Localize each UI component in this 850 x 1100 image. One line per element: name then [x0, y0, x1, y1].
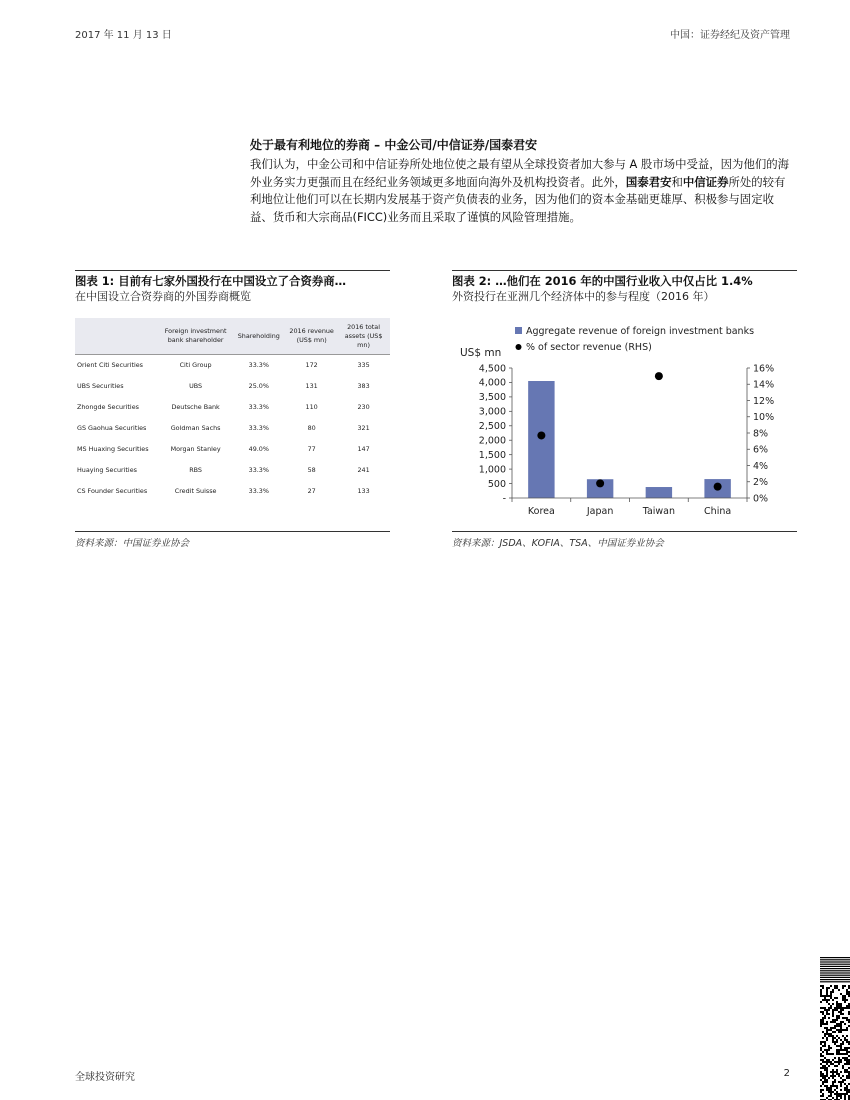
table-cell: 321 — [357, 424, 370, 433]
table-cell: 147 — [357, 445, 370, 453]
dot-series — [537, 372, 721, 491]
table-cell: GS Gaohua Securities — [77, 424, 147, 433]
y-tick-label: 2,500 — [478, 421, 506, 433]
figure1-subtitle: 在中国设立合资券商的外国券商概览 — [75, 290, 251, 303]
qr-code-icon — [820, 957, 850, 1100]
table-cell: 335 — [337, 355, 390, 376]
y2-tick-label: 8% — [753, 428, 769, 440]
y-tick-label: 1,500 — [478, 449, 506, 461]
table-cell: 33.3% — [248, 465, 269, 474]
section-body — [250, 156, 795, 226]
bar-taiwan — [646, 487, 672, 498]
x-tick-label: Japan — [586, 506, 614, 517]
figure1-table-container — [75, 318, 390, 501]
table-cell: 110 — [305, 403, 318, 412]
table-cell: 172 — [286, 355, 337, 376]
table-cell: 383 — [357, 382, 370, 391]
figure2-bottom-rule — [452, 531, 797, 532]
table-cell: 25.0% — [248, 382, 269, 391]
y-tick-label: 500 — [487, 478, 506, 490]
y2-tick-label: 12% — [753, 395, 775, 407]
figure2-subtitle: 外资投行在亚洲几个经济体中的参与程度（2016 年） — [452, 290, 715, 303]
figure1-source: 资料来源：中国证券业协会 — [75, 538, 190, 549]
chart-legend — [515, 326, 754, 353]
table-cell: 77 — [307, 445, 316, 453]
section-bold-guotai: 国泰君安 — [625, 174, 672, 189]
section-title: 处于最有利地位的券商 – 中金公司/中信证券/国泰君安 — [250, 138, 538, 152]
bar-series — [528, 381, 731, 498]
table-cell: 33.3% — [248, 486, 269, 495]
table-cell: 131 — [305, 382, 318, 391]
y-axis-label: US$ mn — [460, 347, 502, 359]
legend-dot-label: % of sector revenue (RHS) — [526, 342, 652, 353]
figure2-source: 资料来源：JSDA、KOFIA、TSA、中国证券业协会 — [452, 538, 664, 549]
x-axis — [512, 498, 747, 517]
table-header-cell: 2016 total assets (US$ mn) — [344, 322, 383, 349]
table-cell: Orient Citi Securities — [75, 355, 160, 376]
figure2-chart — [452, 318, 797, 523]
table-row — [75, 376, 390, 397]
table-header-cell: Shareholding — [237, 331, 280, 340]
table-cell: Morgan Stanley — [170, 445, 221, 453]
table-cell: MS Huaxing Securities — [77, 445, 149, 453]
table-cell: 33.3% — [248, 403, 269, 412]
table-cell: Credit Suisse — [174, 486, 217, 495]
figure2-top-rule — [452, 270, 797, 271]
y2-tick-label: 6% — [753, 444, 769, 456]
section-bold-citic: 中信证券 — [682, 174, 729, 189]
table-cell: 27 — [307, 486, 316, 495]
legend-bar-swatch — [515, 327, 522, 334]
table-header-cell: 2016 revenue (US$ mn) — [289, 327, 334, 344]
section-body-part-3: 所处的较有利地位让他们可以在长期内发展基于资产负债表的业务，因为他们的资本金基础更雄厚、积极参与固定收益、货币和大宗商品(FICC)业务而且采取了谨慎的风险管理措施。 — [250, 174, 786, 224]
page-number: 2 — [783, 1068, 790, 1079]
y-tick-label: 3,500 — [478, 392, 506, 404]
dot-japan — [596, 479, 604, 487]
y-tick-label: 4,500 — [478, 363, 506, 375]
table-row — [75, 480, 390, 501]
figure1-top-rule — [75, 270, 390, 271]
bar-korea — [528, 381, 554, 498]
y-tick-label: 1,000 — [478, 464, 506, 476]
dot-korea — [537, 431, 545, 439]
x-tick-label: Taiwan — [642, 506, 676, 517]
table-cell: Zhongde Securities — [77, 403, 139, 412]
table-cell: 58 — [307, 465, 316, 474]
section-block — [250, 137, 795, 226]
section-body-part-2: 和 — [671, 174, 683, 189]
figure2-title: 图表 2: …他们在 2016 年的中国行业收入中仅占比 1.4% — [452, 274, 753, 288]
table-row — [75, 355, 390, 376]
y2-tick-label: 0% — [753, 493, 769, 505]
header-date: 2017 年 11 月 13 日 — [75, 30, 172, 41]
table-cell: Deutsche Bank — [171, 403, 220, 412]
table-cell: Goldman Sachs — [170, 424, 221, 433]
dot-china — [714, 483, 722, 491]
x-tick-label: China — [704, 506, 732, 517]
y2-tick-label: 14% — [753, 379, 775, 391]
legend-dot-swatch — [516, 344, 522, 350]
table-cell: RBS — [189, 465, 202, 474]
legend-bar-label: Aggregate revenue of foreign investment banks — [526, 326, 755, 337]
table-header-cell: Foreign investment bank shareholder — [164, 327, 227, 344]
table-cell: 241 — [357, 465, 370, 474]
table-cell: Huaying Securities — [77, 465, 137, 474]
x-tick-label: Korea — [527, 506, 555, 517]
y2-tick-label: 2% — [753, 477, 769, 489]
table-cell: 133 — [357, 486, 370, 495]
table-row — [75, 459, 390, 480]
figure1-title: 图表 1: 目前有七家外国投行在中国设立了合资券商… — [75, 274, 347, 288]
dot-taiwan — [655, 372, 663, 380]
y2-tick-label: 16% — [753, 363, 775, 375]
table-row — [75, 439, 390, 460]
table-header-cell — [75, 318, 160, 355]
table-cell: Citi Group — [160, 355, 232, 376]
y-tick-label: 2,000 — [478, 435, 506, 447]
table-cell: 230 — [357, 403, 370, 412]
y2-tick-label: 4% — [753, 460, 769, 472]
table-cell: 33.3% — [231, 355, 286, 376]
table-cell: UBS Securities — [77, 382, 124, 391]
y-tick-label: - — [502, 493, 506, 505]
table-header-row — [75, 318, 390, 355]
table-cell: UBS — [189, 382, 203, 391]
footer-brand: 全球投资研究 — [75, 1072, 135, 1083]
table-cell: CS Founder Securities — [77, 486, 148, 495]
foreign-jv-table — [75, 318, 390, 501]
section-body-part-1: 我们认为，中金公司和中信证券所处地位使之最有望从全球投资者加大参与 A 股市场中受益，因为他们的海外业务实力更强而且在经纪业务领域更多地面向海外及机构投资者。此外， — [250, 157, 790, 189]
table-row — [75, 418, 390, 439]
figure1-bottom-rule — [75, 531, 390, 532]
y-tick-label: 4,000 — [478, 377, 506, 389]
y-tick-label: 3,000 — [478, 406, 506, 418]
y-axis — [479, 363, 512, 504]
table-cell: 49.0% — [248, 445, 269, 453]
table-row — [75, 397, 390, 418]
table-cell: 33.3% — [248, 424, 269, 433]
y2-tick-label: 10% — [753, 412, 775, 424]
y2-axis — [747, 363, 774, 504]
header-category: 中国：证券经纪及资产管理 — [670, 30, 790, 41]
table-cell: 80 — [307, 424, 316, 433]
